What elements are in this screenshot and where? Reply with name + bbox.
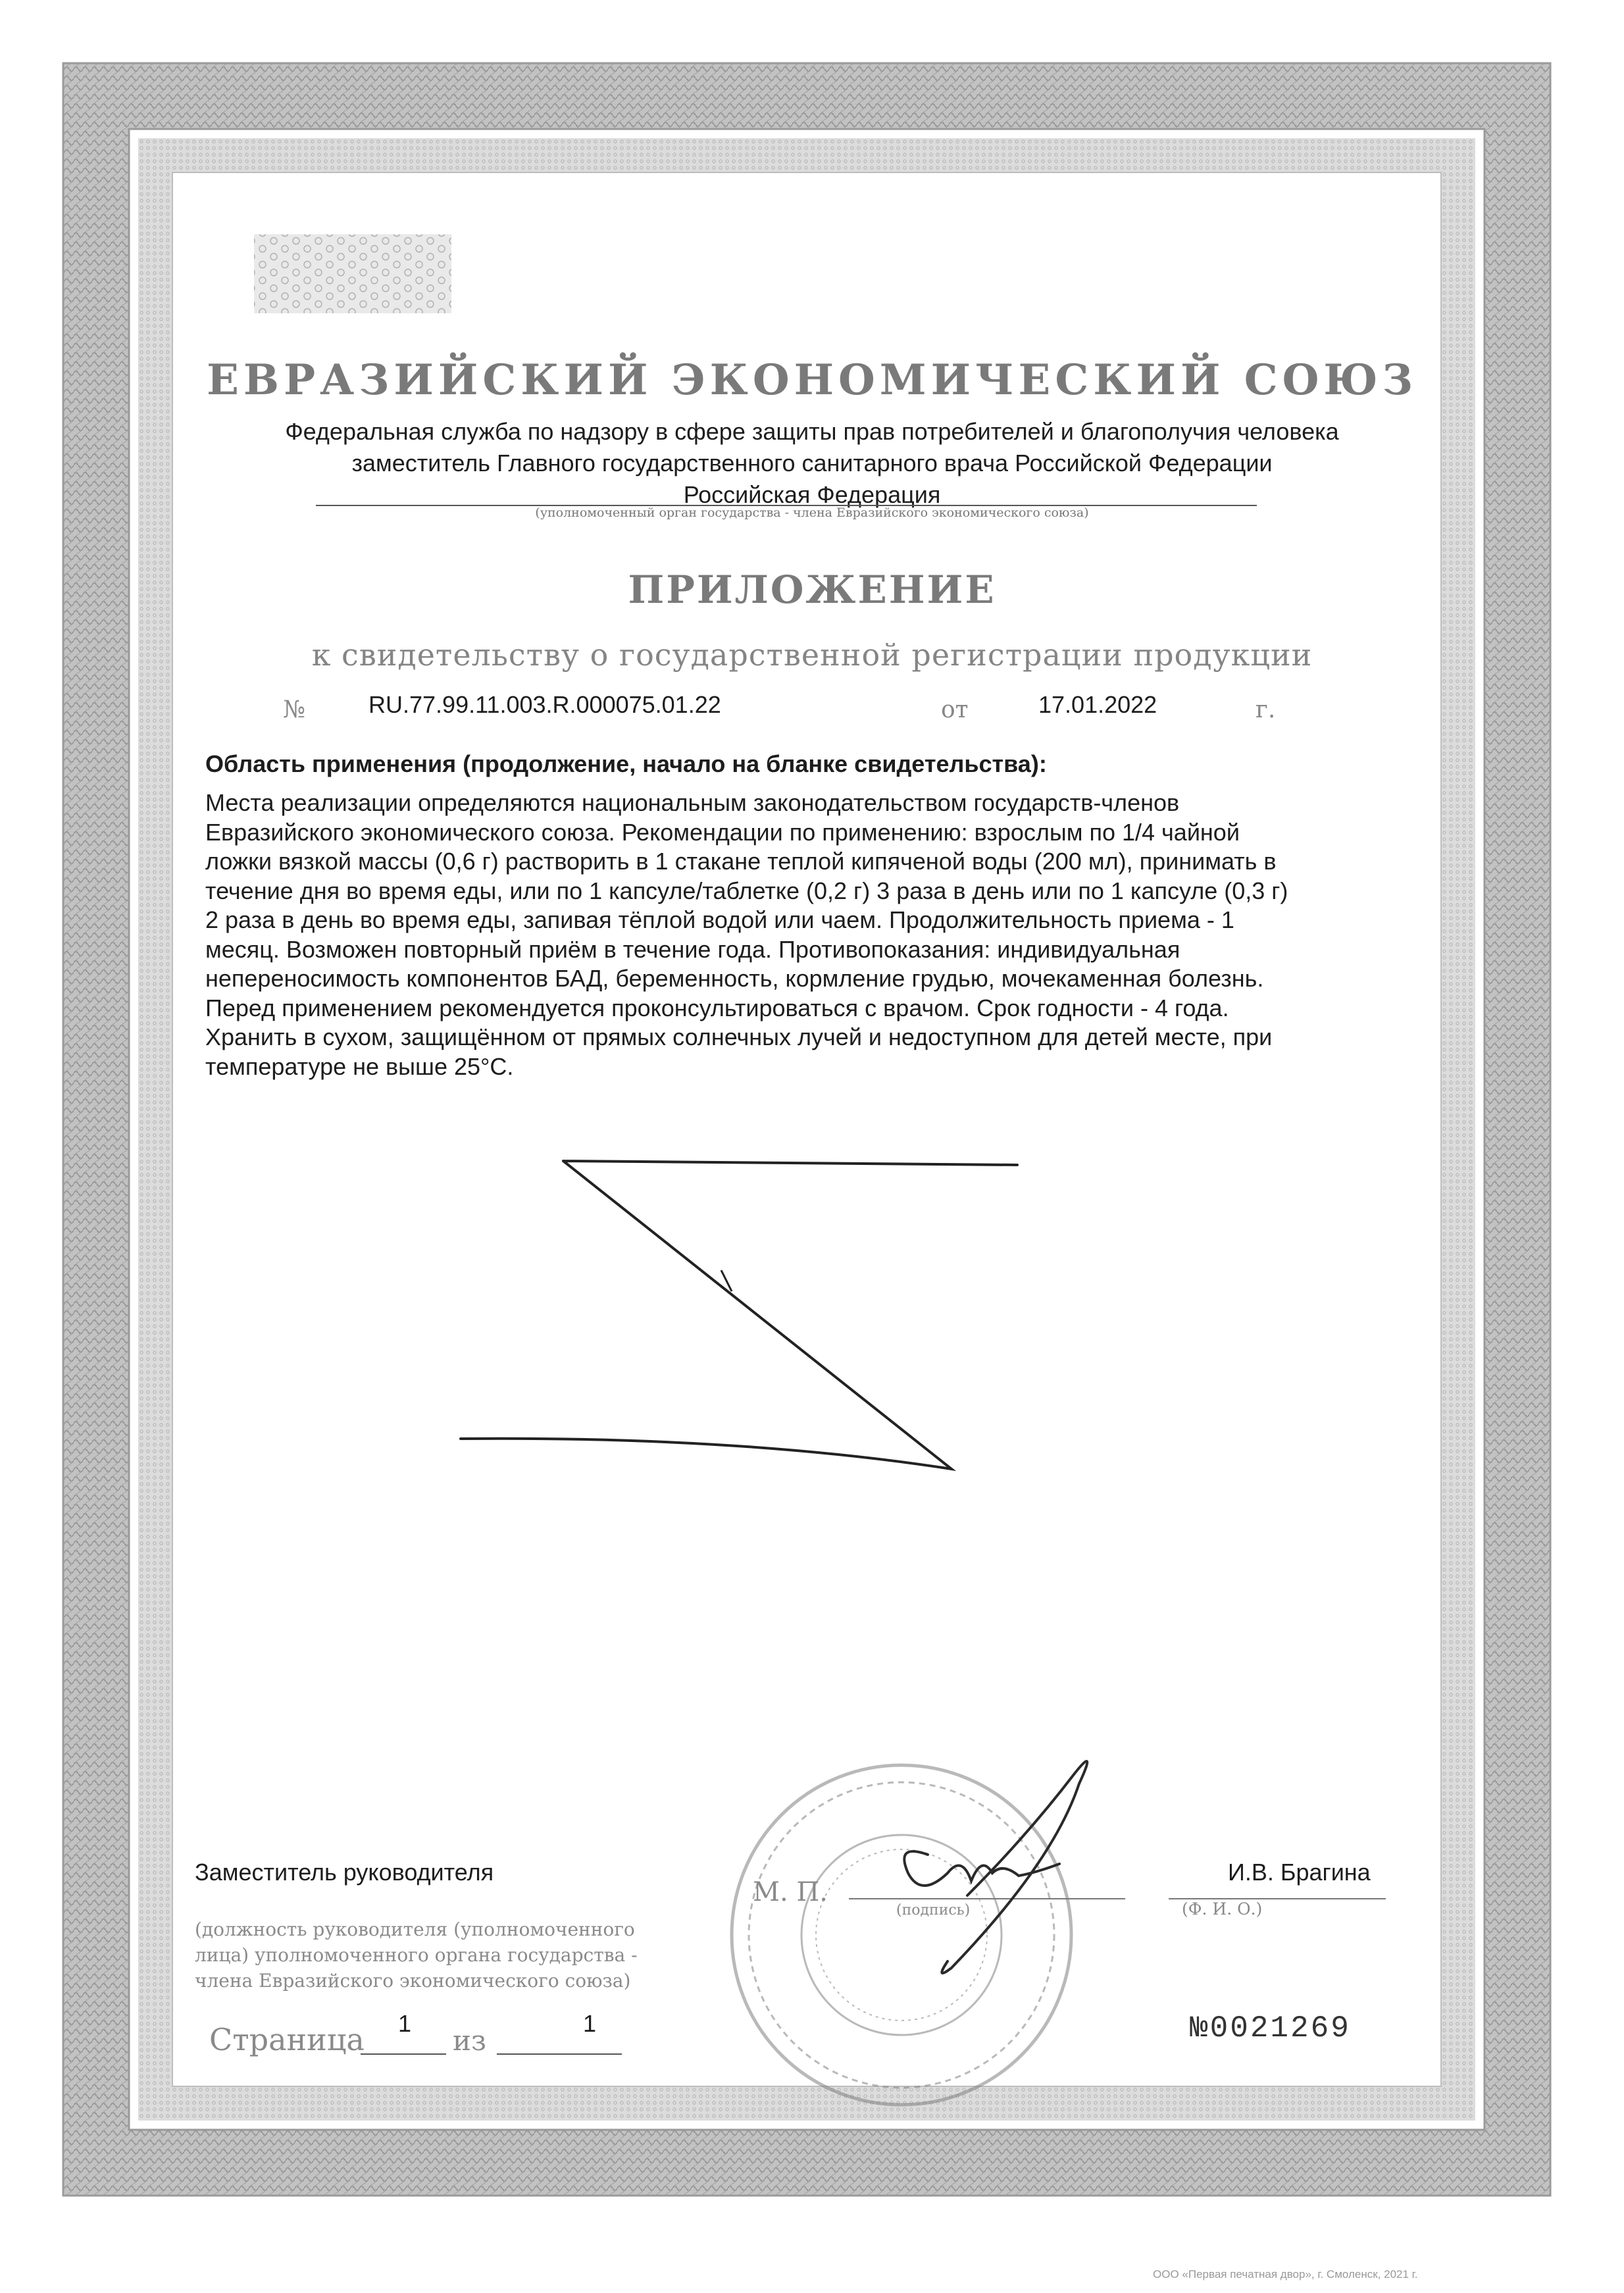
union-heading: ЕВРАЗИЙСКИЙ ЭКОНОМИЧЕСКИЙ СОЮЗ (207, 355, 1417, 405)
name-caption: (Ф. И. О.) (1182, 1899, 1263, 1919)
position-caption (195, 1917, 761, 1994)
authority-line: заместитель Главного государственного санитарного врача Российской Федерации (351, 450, 1273, 477)
scope-line: месяц. Возможен повторный приём в течение года. Противопоказания: индивидуальная (205, 935, 1180, 963)
scope-line: температуре не выше 25°С. (205, 1052, 514, 1080)
position-caption-line: лица) уполномоченного органа государства - (195, 1944, 638, 1966)
scope-line: ложки вязкой массы (0,6 г) растворить в 1 стакане теплой кипяченой воды (200 мл), принимать в (205, 848, 1277, 875)
scope-line: Хранить в сухом, защищённом от прямых солнечных лучей и недоступном для детей месте, при (205, 1023, 1273, 1050)
scope-line: 2 раза в день во время еды, запивая тёплой водой или чаем. Продолжительность приема - 1 (205, 906, 1234, 933)
certificate-date: 17.01.2022 (1038, 691, 1157, 718)
page-number-underline (361, 2053, 446, 2055)
certificate-subtitle: к свидетельству о государственной регистрации продукции (311, 637, 1313, 673)
of-label: из (453, 2024, 486, 2057)
page-total-underline (497, 2053, 622, 2055)
printer-imprint: ООО «Первая печатная двор», г. Смоленск, 2021 г. (1153, 2268, 1418, 2280)
scope-line: Евразийского экономического союза. Рекомендации по применению: взрослым по 1/4 чайной (205, 818, 1240, 846)
scope-line: непереносимость компонентов БАД, беременность, кормление грудью, мочекаменная болезнь. (205, 965, 1264, 992)
number-sign: № (283, 696, 306, 723)
stamp-place-label: М. П. (753, 1877, 828, 1907)
page-label: Страница (209, 2022, 365, 2057)
position-caption-line: (должность руководителя (уполномоченного (195, 1919, 635, 1940)
signatory-name: И.В. Брагина (1228, 1859, 1371, 1886)
scope-line: Места реализации определяются национальным законодательством государств-членов (205, 789, 1180, 816)
authority-line: Федеральная служба по надзору в сфере защиты прав потребителей и благополучия человека (285, 418, 1339, 445)
from-label: от (941, 696, 969, 723)
year-suffix: г. (1256, 696, 1276, 723)
scope-heading: Область применения (продолжение, начало на бланке свидетельства): (205, 750, 1047, 777)
page-number: 1 (398, 2010, 412, 2037)
scope-line: Перед применением рекомендуется проконсультироваться с врачом. Срок годности - 4 года. (205, 994, 1229, 1021)
blank-serial-number: №0021269 (1190, 2011, 1351, 2046)
position-caption-line: члена Евразийского экономического союза) (195, 1970, 631, 1992)
signature-caption: (подпись) (896, 1902, 971, 1919)
appendix-title: ПРИЛОЖЕНИЕ (628, 567, 996, 612)
signatory-position: Заместитель руководителя (195, 1859, 494, 1886)
scope-line: течение дня во время еды, или по 1 капсуле/таблетке (0,2 г) 3 раза в день или по 1 капсуле (0,3 г) (205, 877, 1288, 904)
authority-line: Российская Федерация (683, 481, 941, 508)
page-total: 1 (583, 2010, 597, 2037)
certificate-number: RU.77.99.11.003.R.000075.01.22 (368, 691, 721, 718)
authority-caption: (уполномоченный орган государства - члена Евразийского экономического союза) (535, 505, 1089, 520)
